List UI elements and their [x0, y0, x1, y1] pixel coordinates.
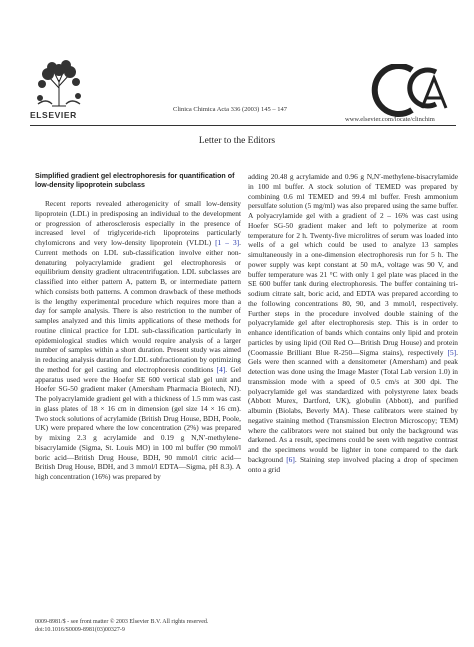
elsevier-tree-logo: [30, 58, 88, 118]
journal-citation: Clinica Chimica Acta 336 (2003) 145 – 147: [173, 106, 287, 113]
page-header: [0, 0, 474, 125]
section-title: Letter to the Editors: [198, 136, 276, 146]
publisher-name: ELSEVIER: [30, 110, 77, 120]
journal-url[interactable]: www.elsevier.com/locate/clinchim: [345, 116, 435, 123]
reference-link[interactable]: [5]: [447, 347, 457, 357]
left-column: [35, 172, 241, 482]
reference-link[interactable]: [6]: [286, 454, 295, 464]
reference-link[interactable]: [1 – 3]: [215, 238, 240, 247]
body-paragraph: adding 20.48 g acrylamide and 0.96 g N,N′-methylene-bisacrylamide in 100 ml buffer. A stock solution of TEMED was prepared by combining 0.6 ml TEMED and 99.4 ml buffer. Fresh ammonium persulfate solution (5 mg/ml) was also prepared using the same buffer. A polyacrylamide gel with a gradient of 2 – 16% was cast using Hoefer SG-50 gradient maker and left to polymerize at room temperature for 2 h. Twenty-five microlitres of serum was loaded into wells of a gel which could be used to analyze 13 samples simultaneously in a one-dimension electrophoresis run for 5 h. The power supply was kept constant at 50 mA, voltage was 90 V, and buffer temperature was 21 °C with only 1 gel plate was placed in the SE 600 buffer tank during electrophoresis. The buffer containing tri-sodium citrate salt, boric acid, and EDTA was prepared according to the following concentrations 80, 90, and 3 mmol/l, respectively. Further steps in the procedure involved double staining of the polyacrylamide gel after electrophoresis step. This is in order to enhance identification of bands which contains only lipid and protein particles by using lipid (Oil Red O—British Drug House) and protein (Coomassie Brilliant Blue R-250—Sigma stains), respectively [5]. Gels were then scanned with a densitometer (Amersham) and peak detection was done using the Image Master (Total Lab version 1.0) in transmission mode with a speed of 0.5 cm/s at 300 dpi. The polyacrylamide gel was standardized with polystyrene latex beads (Abbott Murex, Dartford, UK), globulin (Abbott), and purified albumin (Biolabs, Beverly MA). These calibrators were stained by negative staining method (Transmission Electron Microscopy; TEM) where the calibrators were not stained but only the background was darkened. As a result, specimens could be seen with negative contrast and the specimens would be lighter in tone compared to the dark background [6]. Staining step involved placing a drop of specimen onto a grid: [248, 172, 458, 474]
header-rule: [30, 125, 456, 126]
copyright-line: 0009-8981/$ - see front matter © 2003 Elsevier B.V. All rights reserved.: [35, 619, 209, 625]
journal-cca-logo: [370, 64, 456, 118]
article-title: Simplified gradient gel electrophoresis for quantification of low-density lipoprotein subclass: [35, 172, 235, 189]
reference-link[interactable]: [4]: [216, 364, 226, 374]
right-column: [248, 172, 458, 474]
doi-line: doi:10.1016/S0009-8981(03)00327-9: [35, 627, 125, 633]
page-footer: [35, 618, 208, 634]
body-paragraph: Recent reports revealed atherogenicity of small low-density lipoprotein (LDL) in predisposing an individual to the development or progression of atherosclerosis especially in the presence of increased level of triglyceride-rich lipoproteins particularly chylomicrons and very low-density lipoprotein (VLDL) [1 – 3]. Current methods on LDL sub-classification involve either non-denaturing polyacrylamide gradient gel electrophoresis or equilibrium density gradient ultracentrifugation. LDL subclasses are classified into either pattern A, pattern B, or intermediate pattern which consists both patterns. A common drawback of these methods is the lengthy experimental procedure which requires more than a day for sample analysis. There is also restriction to the number of samples analyzed and this limits applications of these methods for routine clinical practice for LDL sub-classification particularly in epidemiological studies which would require analysis of a larger number of samples within a short duration. Present study was aimed in reducing analysis duration for LDL subfractionation by optimizing the method for gel casting and electrophoresis conditions [4]. Gel apparatus used were the Hoefer SE 600 vertical slab gel unit and Hoefer SG-50 gradient maker (Amersham Pharmacia Biotech, NJ). The polyacrylamide gradient gel with a thickness of 1.5 mm was cast in glass plates of 18 × 16 cm in dimension (gel size 14 × 16 cm). Two stock solutions of acrylamide (British Drug House, BDH, Poole, UK) were prepared where the low concentration (2%) was prepared by mixing 2.3 g acrylamide and 0.19 g N,N′-methylene-bisacrylamide (Sigma, St. Louis MO) in 100 ml buffer (90 mmol/l boric acid—British Drug House, BDH, 90 mmol/l citric acid—British Drug House, BDH, and 3 mmol/l EDTA—Sigma, pH 8.3). A high concentration (16%) was prepared by: [35, 199, 241, 481]
